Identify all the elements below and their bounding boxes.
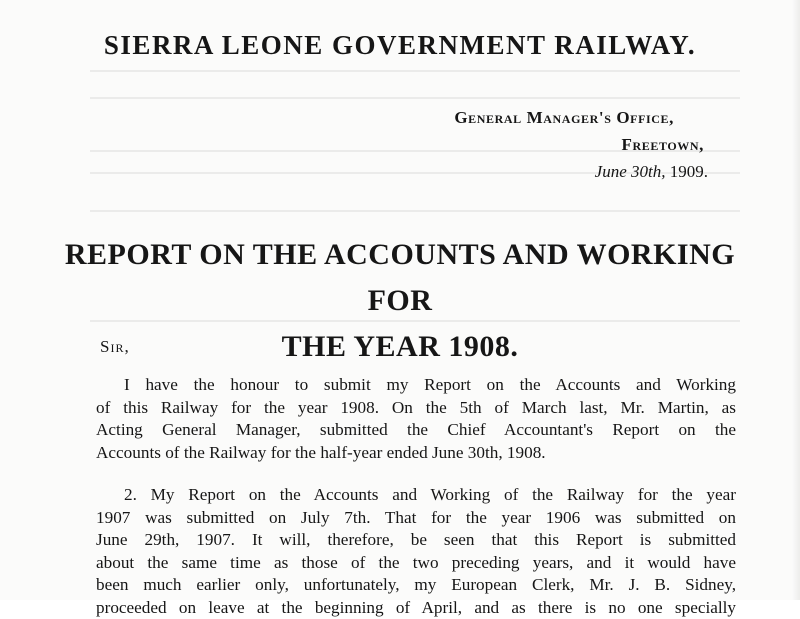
report-heading-line-2: THE YEAR 1908. — [58, 324, 742, 370]
report-heading — [58, 232, 742, 370]
office-address-block — [328, 104, 708, 185]
paragraph-line: 2. My Report on the Accounts and Working of the Railway for the year — [96, 484, 736, 507]
paragraph-line: Acting General Manager, submitted the Chief Accountant's Report on the — [96, 419, 736, 442]
show-through-line — [90, 70, 740, 72]
paragraph-line: been much earlier only, unfortunately, my European Clerk, Mr. J. B. Sidney, — [96, 574, 736, 597]
salutation: Sir, — [100, 337, 130, 357]
paragraph-2 — [96, 484, 736, 619]
report-heading-line-1: REPORT ON THE ACCOUNTS AND WORKING FOR — [58, 232, 742, 324]
paragraph-line: about the same time as those of the two preceding years, and it would have — [96, 552, 736, 575]
show-through-line — [90, 210, 740, 212]
paragraph-line: proceeded on leave at the beginning of April, and as there is no one specially — [96, 597, 736, 619]
letter-date-year: 1909. — [670, 162, 708, 181]
letter-date-day: June 30th, — [595, 162, 666, 181]
letter-date — [328, 158, 708, 185]
paragraph-line: I have the honour to submit my Report on the Accounts and Working — [96, 374, 736, 397]
show-through-line — [90, 97, 740, 99]
paragraph-line: of this Railway for the year 1908. On the 5th of March last, Mr. Martin, as — [96, 397, 736, 420]
paragraph-line: Accounts of the Railway for the half-year ended June 30th, 1908. — [96, 442, 736, 465]
paragraph-line: 1907 was submitted on July 7th. That for the year 1906 was submitted on — [96, 507, 736, 530]
office-city: Freetown, — [328, 131, 704, 158]
office-name: General Manager's Office, — [328, 104, 674, 131]
railway-title: SIERRA LEONE GOVERNMENT RAILWAY. — [0, 30, 800, 61]
paragraph-line: June 29th, 1907. It will, therefore, be seen that this Report is submitted — [96, 529, 736, 552]
page-edge-shadow — [792, 0, 800, 600]
paragraph-1 — [96, 374, 736, 464]
